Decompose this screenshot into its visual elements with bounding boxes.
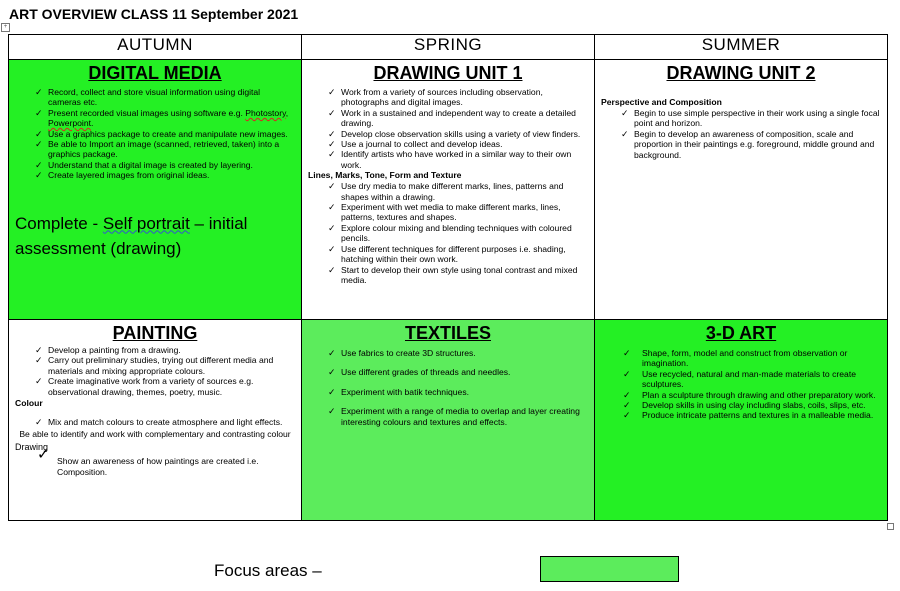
3d-art-cell[interactable] (595, 320, 888, 521)
spellcheck-word: Powerpoint (48, 118, 91, 129)
check-icon: ✓ (35, 128, 43, 139)
list-item: ✓ Carry out preliminary studies, trying out different media and materials and mixing appropriate colours. (35, 355, 274, 376)
spellcheck-word: Photostory (245, 107, 286, 118)
table-resize-handle[interactable] (887, 523, 894, 530)
list-item: ✓ Begin to use simple perspective in their work using a single focal point and horizon. (621, 108, 880, 129)
drawing-unit-1-list-2 (302, 181, 594, 285)
check-icon: ✓ (328, 406, 336, 417)
perspective-subhead: Perspective and Composition (601, 97, 722, 107)
table-row (9, 320, 888, 521)
season-autumn: AUTUMN (9, 35, 302, 60)
self-portrait-text: Self portrait (102, 213, 190, 233)
painting-heading: PAINTING (112, 323, 198, 343)
check-icon: ✓ (35, 170, 43, 181)
season-spring: SPRING (302, 35, 595, 60)
check-icon: ✓ (328, 107, 336, 118)
list-item: ✓ Shape, form, model and construct from observation or imagination. (623, 348, 848, 369)
painting-cell[interactable] (9, 320, 302, 521)
list-item: ✓ Be able to Import an image (scanned, retrieved, taken) into a graphics package. (35, 139, 280, 160)
check-icon: ✓ (328, 202, 336, 213)
check-icon: ✓ (623, 348, 631, 358)
list-item: ✓ Experiment with wet media to make different marks, lines, patterns, textures and shapes. (328, 202, 561, 223)
check-icon: ✓ (35, 139, 43, 150)
painting-list-2 (9, 417, 301, 427)
check-icon: ✓ (35, 159, 43, 170)
drawing-unit-1-cell[interactable] (302, 60, 595, 320)
check-icon: ✓ (328, 243, 336, 254)
check-icon: ✓ (328, 128, 336, 139)
check-icon: ✓ (328, 348, 336, 358)
focus-areas-swatch (540, 556, 679, 582)
check-icon: ✓ (35, 87, 43, 97)
list-item: ✓ Use dry media to make different marks, lines, patterns and shapes within a drawing. (328, 181, 564, 202)
drawing-label: Drawing (15, 441, 49, 452)
list-item: ✓ Create imaginative work from a variety of sources e.g. observational drawing, themes, poetry, music. (35, 376, 254, 397)
list-item: ✓ Create layered images from original ideas. (35, 170, 210, 181)
list-item: ✓ Develop a painting from a drawing. (35, 345, 181, 355)
list-item: ✓ Work from a variety of sources including observation, photographs and digital images. (328, 87, 543, 108)
list-item: ✓ Begin to develop an awareness of composition, scale and proportion in their paintings e.g. foreground, middle ground and background. (621, 128, 875, 160)
check-icon: ✓ (35, 376, 43, 387)
drawing-unit-2-cell[interactable] (595, 60, 888, 320)
check-icon: ✓ (35, 417, 43, 428)
list-item: ✓ Develop skills in using clay including slabs, coils, slips, etc. (623, 400, 866, 411)
list-item: ✓ Work in a sustained and independent way to create a detailed drawing. (328, 107, 576, 129)
art-overview-table (8, 34, 888, 521)
table-row (9, 60, 888, 320)
season-header-row (9, 35, 888, 60)
self-portrait-note: Complete - Self portrait – initial assessment (drawing) (15, 213, 248, 258)
textiles-list (302, 348, 594, 427)
season-summer: SUMMER (595, 35, 888, 60)
check-icon: ✓ (35, 345, 43, 355)
check-icon: ✓ (623, 368, 631, 379)
list-item: ✓ Use recycled, natural and man-made materials to create sculptures. (623, 368, 856, 390)
drawing-unit-2-list (595, 108, 887, 160)
list-item: ✓ Use different techniques for different purposes i.e. shading, hatching within their own work. (328, 243, 566, 265)
list-item: ✓ Plan a sculpture through drawing and other preparatory work. (623, 389, 876, 400)
list-item: ✓ Understand that a digital image is created by layering. (35, 159, 253, 170)
check-icon: ✓ (328, 386, 336, 397)
table-move-handle-icon[interactable]: + (1, 23, 10, 32)
list-item: ✓ Explore colour mixing and blending techniques with coloured pencils. (328, 222, 572, 244)
list-item: ✓ Mix and match colours to create atmosphere and light effects. (35, 417, 283, 428)
check-icon: ✓ (328, 139, 336, 150)
check-icon: ✓ (328, 367, 336, 378)
check-icon: ✓ (621, 128, 629, 139)
digital-media-list (9, 87, 301, 181)
check-icon: ✓ (623, 389, 631, 400)
focus-areas-label: Focus areas – (214, 561, 322, 580)
list-item: ✓ Start to develop their own style using tonal contrast and mixed media. (328, 264, 578, 285)
list-item: ✓ Identify artists who have worked in a similar way to their own work. (328, 149, 572, 170)
colour-subhead: Colour (15, 398, 43, 409)
3d-art-heading: 3-D ART (705, 323, 777, 343)
check-icon: ✓ (35, 355, 43, 366)
list-item: ✓ Show an awareness of how paintings are created i.e. Composition. (37, 446, 259, 477)
complementary-colour-line: Be able to identify and work with complementary and contrasting colour (19, 429, 291, 440)
check-icon: ✓ (328, 181, 336, 192)
check-icon: ✓ (328, 149, 336, 160)
check-icon: ✓ (37, 446, 50, 464)
list-item: ✓ Present recorded visual images using software e.g. Photostory, Powerpoint. (35, 107, 289, 129)
check-icon: ✓ (328, 264, 336, 275)
list-item: ✓ Develop close observation skills using a variety of view finders. (328, 128, 581, 139)
drawing-unit-2-heading: DRAWING UNIT 2 (666, 63, 816, 83)
drawing-unit-1-heading: DRAWING UNIT 1 (373, 63, 523, 83)
check-icon: ✓ (623, 410, 631, 421)
digital-media-cell[interactable] (9, 60, 302, 320)
document-title: ART OVERVIEW CLASS 11 September 2021 (9, 6, 299, 22)
3d-art-list (595, 348, 887, 421)
check-icon: ✓ (328, 222, 336, 233)
lines-marks-subhead: Lines, Marks, Tone, Form and Texture (308, 170, 462, 181)
list-item: ✓ Experiment with batik techniques. (328, 386, 470, 397)
check-icon: ✓ (328, 87, 336, 97)
textiles-cell[interactable] (302, 320, 595, 521)
check-icon: ✓ (621, 108, 629, 118)
digital-media-heading: DIGITAL MEDIA (88, 63, 222, 83)
list-item: ✓ Experiment with a range of media to overlap and layer creating interesting colours and textures and effects. (328, 406, 580, 427)
list-item: ✓ Use a journal to collect and develop ideas. (328, 139, 503, 150)
list-item: ✓ Use a graphics package to create and manipulate new images. (35, 128, 288, 139)
check-icon: ✓ (623, 400, 631, 411)
drawing-unit-1-list (302, 87, 594, 170)
list-item: ✓ Use different grades of threads and needles. (328, 367, 511, 378)
check-icon: ✓ (35, 107, 43, 118)
textiles-heading: TEXTILES (404, 323, 491, 343)
list-item: ✓ Use fabrics to create 3D structures. (328, 348, 476, 358)
list-item: ✓ Produce intricate patterns and textures in a malleable media. (623, 410, 874, 421)
list-item: ✓ Record, collect and store visual information using digital cameras etc. (35, 87, 261, 108)
painting-list (9, 345, 301, 397)
